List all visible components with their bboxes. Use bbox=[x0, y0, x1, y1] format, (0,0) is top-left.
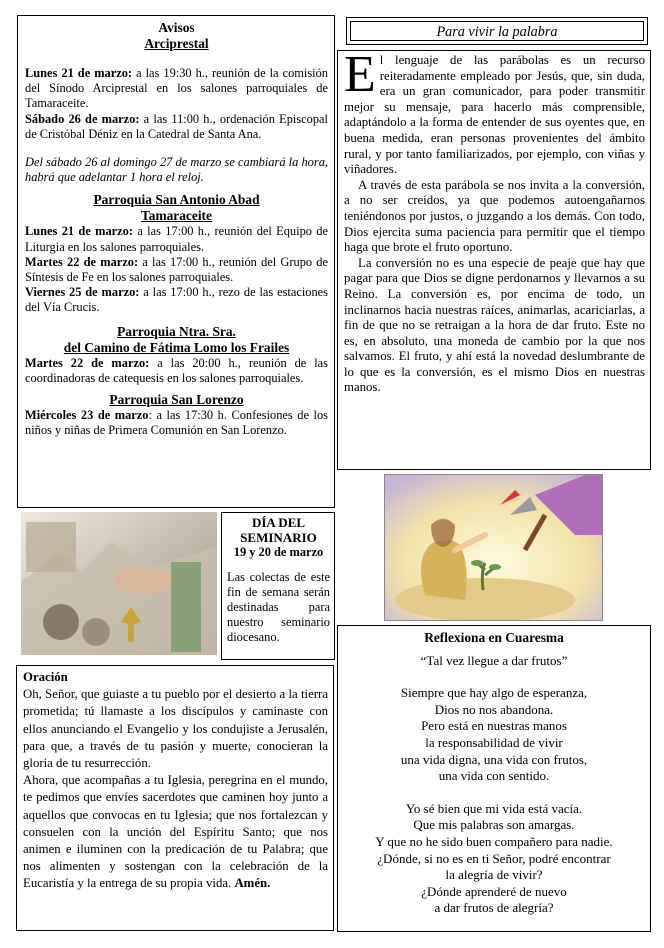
poem-line: Y que no he sido buen compañero para nadie. bbox=[375, 833, 613, 849]
seminary-dates: 19 y 20 de marzo bbox=[233, 545, 324, 559]
poem-line: Dios no nos abandona. bbox=[434, 701, 554, 717]
aviso-item: Lunes 21 de marzo: a las 17:00 h., reunión del Equipo de Liturgia en los salones parroquiales. bbox=[25, 224, 328, 254]
aviso-item: Martes 22 de marzo: a las 20:00 h., reunión de las coordinadoras de catequesis en los salones parroquiales. bbox=[25, 355, 328, 385]
hour-change-note: Del sábado 26 al domingo 27 de marzo se cambiará la hora, habrá que adelantar 1 hora el reloj. bbox=[25, 155, 328, 185]
aviso-item: Sábado 26 de marzo: a las 11:00 h., ordenación Episcopal de Cristóbal Déniz en la Catedral de Santa Ana. bbox=[25, 111, 328, 141]
vivir-title: Para vivir la palabra bbox=[346, 17, 648, 45]
poem-stanza bbox=[344, 685, 644, 785]
aviso-item: Lunes 21 de marzo: a las 19:30 h., reunión de la comisión del Sínodo Arciprestal en los salones parroquiales de Tamaraceite. bbox=[25, 66, 328, 111]
aviso-item: Martes 22 de marzo: a las 17:00 h., reunión del Grupo de Síntesis de Fe en los salones parroquiales. bbox=[25, 254, 328, 285]
reflexiona-title: Reflexiona en Cuaresma bbox=[424, 630, 564, 645]
poem-line: Yo sé bien que mi vida está vacía. bbox=[405, 800, 583, 816]
aviso-item: Viernes 25 de marzo: a las 17:00 h., rezo de las estaciones del Vía Crucis. bbox=[25, 285, 329, 315]
jesus-fig-tree-illustration bbox=[384, 474, 603, 621]
avisos-title: Avisos bbox=[158, 20, 195, 35]
seminary-box bbox=[221, 512, 335, 660]
seminary-title: SEMINARIO bbox=[240, 530, 317, 545]
vivir-box bbox=[337, 46, 651, 470]
oracion-paragraph: Oh, Señor, que guiaste a tu pueblo por el desierto a la tierra prometida; tú llamaste a los discípulos y caminaste con ellos anunciando el Evangelio y los condujiste a Jerusalén, para que, a través de tu pasión y muerte, conocieran la gloria de tu resurrección. bbox=[23, 687, 328, 771]
seminary-text: Las colectas de este fin de semana serán destinadas para nuestro seminario diocesano. bbox=[227, 570, 330, 644]
vivir-paragraph: A través de esta parábola se nos invita a la conversión, a no ser creídos, ya que podemos autoengañarnos teniéndonos por justos, o juzgando a los demás. Con todo, Dios ejercita suma paciencia para permitir que el tiempo haga que brote el fruto oportuno. bbox=[344, 177, 645, 255]
parish-title: Parroquia San Antonio Abad bbox=[93, 192, 260, 208]
parish-title: Parroquia San Lorenzo bbox=[109, 392, 244, 408]
oracion-title: Oración bbox=[23, 670, 68, 684]
poem-line: ¿Dónde, si no es en ti Señor, podré encontrar bbox=[377, 850, 611, 866]
avisos-box bbox=[17, 15, 335, 508]
oracion-box bbox=[16, 665, 334, 931]
parish-title: Tamaraceite bbox=[141, 208, 212, 224]
seminary-title: DÍA DEL bbox=[251, 515, 306, 530]
drop-cap: E bbox=[344, 46, 376, 103]
poem-line: a dar frutos de alegría? bbox=[434, 900, 554, 916]
vivir-paragraph: La conversión no es una especie de peaje que hay que pagar para que Dios se digne perdonarnos y llevarnos a su Reino. La conversión es, por encima de todo, un inclinarnos hacia nuestras raíces, animarlas, acariciarlas, a fin de que no se retraigan a la hora de dar fruto. Este no es, en absoluto, una moneda de cambio por la que nos salvamos. El fruto, y ahí está la novedad deslumbrante de lo que es la conversión, es el mismo Dios en nuestras manos. bbox=[344, 255, 645, 395]
poem-line: Pero está en nuestras manos bbox=[421, 718, 567, 734]
aviso-item: Miércoles 23 de marzo: a las 17:30 h. Confesiones de los niños y niñas de Primera Comunión en San Lorenzo. bbox=[25, 408, 328, 438]
poem-line: una vida digna, una vida con frutos, bbox=[400, 751, 588, 767]
poem-line: Que mis palabras son amargas. bbox=[413, 817, 575, 833]
poem-line: una vida con sentido. bbox=[438, 768, 550, 784]
poem-line: la responsabilidad de vivir bbox=[425, 734, 563, 750]
poem-stanza bbox=[344, 801, 644, 917]
reflexiona-quote: “Tal vez llegue a dar frutos” bbox=[420, 652, 568, 668]
parish-title: del Camino de Fátima Lomo los Frailes bbox=[63, 339, 290, 355]
avisos-subtitle: Arciprestal bbox=[144, 36, 209, 51]
poem-line: la alegría de vivir? bbox=[445, 867, 543, 883]
poem-line: ¿Dónde aprenderé de nuevo bbox=[421, 883, 567, 899]
reflexiona-box bbox=[337, 625, 651, 932]
oracion-paragraph: Ahora, que acompañas a tu Iglesia, peregrina en el mundo, te pedimos que envíes sacerdotes que caminen hoy junto a aquellos que convocas en tu Iglesia; que nos fortalezcan y consuelen con la unción del Espíritu Santo; que nos animen e iluminen con la predicación de tu Palabra; que nos alimenten y sostengan con la celebración de la Eucaristía y la entrega de su propia vida. Amén. bbox=[23, 773, 328, 891]
seminary-photo bbox=[21, 512, 217, 655]
parish-title: Parroquia Ntra. Sra. bbox=[117, 323, 236, 339]
poem-line: Siempre que hay algo de esperanza, bbox=[400, 685, 588, 701]
vivir-paragraph: El lenguaje de las parábolas es un recurso reiteradamente empleado por Jesús, que, sin duda, era un gran comunicador, para poder transmitir mejor su mensaje, para hacerlo más comprensible, adaptándolo a la forma de entender de sus oyentes que, en buena medida, eran personas provenientes del ámbito rural, y por tanto familiarizados, por ejemplo, con viñas y viñadores. bbox=[344, 46, 645, 177]
